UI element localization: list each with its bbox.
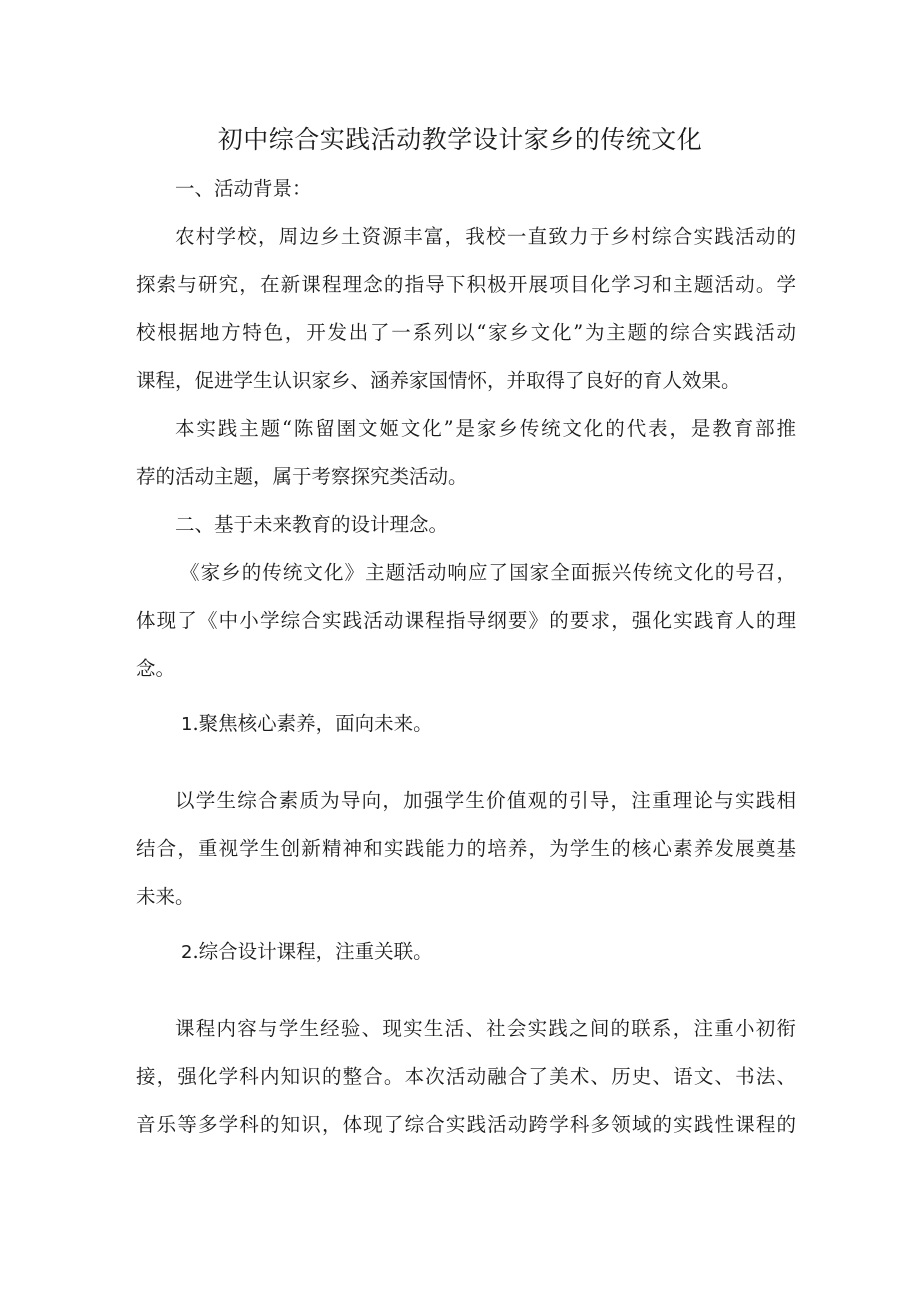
section-heading-design-concept: 二、基于未来教育的设计理念。: [175, 513, 449, 536]
list-item-core-literacy: [181, 709, 841, 740]
paragraph-line: 课程，促进学生认识家乡、涵养家国情怀，并取得了良好的育人效果。: [136, 369, 741, 392]
paragraph-line: 以学生综合素质为导向，加强学生价值观的引导，注重理论与实践相: [175, 789, 796, 812]
document-title: 初中综合实践活动教学设计家乡的传统文化: [217, 125, 703, 154]
list-item-number: 2: [181, 942, 193, 963]
paragraph-line: 农村学校，周边乡土资源丰富，我校一直致力于乡村综合实践活动的: [175, 225, 796, 248]
list-item-text: .综合设计课程，注重关联。: [192, 940, 433, 963]
list-item-number: 1: [181, 714, 193, 735]
list-item-integrated-design: [181, 937, 841, 968]
paragraph-line: 接，强化学科内知识的整合。本次活动融合了美术、历史、语文、书法、: [136, 1065, 796, 1088]
paragraph-line: 荐的活动主题，属于考察探究类活动。: [136, 465, 468, 488]
paragraph-line: 未来。: [136, 885, 195, 908]
paragraph-line: 念。: [136, 657, 176, 680]
paragraph-line: 课程内容与学生经验、现实生活、社会实践之间的联系，注重小初衔: [175, 1017, 796, 1040]
section-heading-background: 一、活动背景：: [175, 177, 312, 200]
paragraph-line: 结合，重视学生创新精神和实践能力的培养，为学生的核心素养发展奠基: [136, 837, 796, 860]
paragraph-line: 音乐等多学科的知识，体现了综合实践活动跨学科多领域的实践性课程的: [136, 1113, 796, 1136]
paragraph-line: 本实践主题“陈留圉文姬文化”是家乡传统文化的代表，是教育部推: [175, 417, 796, 440]
paragraph-line: 《家乡的传统文化》主题活动响应了国家全面振兴传统文化的号召，: [180, 561, 796, 584]
paragraph-line: 探索与研究，在新课程理念的指导下积极开展项目化学习和主题活动。学: [136, 273, 796, 296]
paragraph-line: 体现了《中小学综合实践活动课程指导纲要》的要求，强化实践育人的理: [136, 609, 796, 632]
list-item-text: .聚焦核心素养，面向未来。: [192, 712, 433, 735]
paragraph-line: 校根据地方特色，开发出了一系列以“家乡文化”为主题的综合实践活动: [136, 321, 796, 344]
